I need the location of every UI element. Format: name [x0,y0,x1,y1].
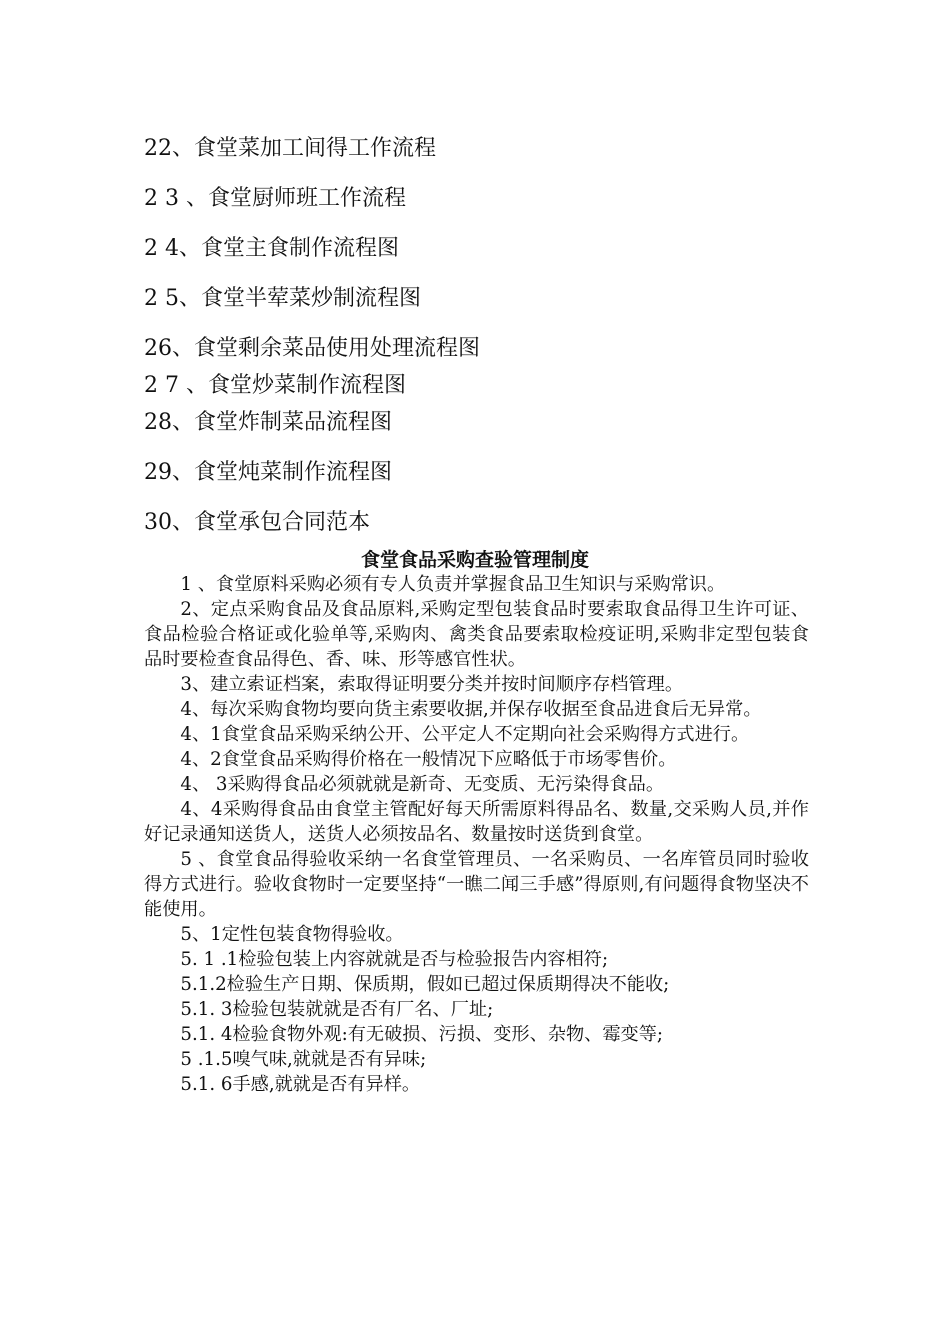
toc-item-23: 2 3 、食堂厨师班工作流程 [144,186,406,211]
section-title: 食堂食品采购查验管理制度 [360,549,589,571]
toc-item-26: 26、食堂剩余菜品使用处理流程图 [144,336,480,361]
paragraph-2: 2、定点采购食品及食品原料,采购定型包装食品时要索取食品得卫生许可证、食品检验合格证或化验单等,采购肉、禽类食品要索取检疫证明,采购非定型包装食品时要检查食品得色、香、味、形等感官性状。 [144,599,809,670]
paragraph-4-1: 4、1食堂食品采购采纳公开、公平定人不定期向社会采购得方式进行。 [180,724,750,745]
paragraph-3: 3、建立索证档案，索取得证明要分类并按时间顺序存档管理。 [180,674,684,695]
toc-item-22: 22、食堂菜加工间得工作流程 [144,136,436,161]
paragraph-5-1: 5、1定性包装食物得验收。 [180,924,404,945]
paragraph-5-1-3: 5.1. 3检验包装就就是否有厂名、厂址; [180,999,494,1020]
paragraph-5-1-5: 5 .1.5嗅气味,就就是否有异味; [180,1049,427,1070]
toc-item-27: 2 7 、食堂炒菜制作流程图 [144,373,406,398]
paragraph-5-1-1: 5. 1 .1检验包装上内容就就是否与检验报告内容相符; [180,949,609,970]
toc-item-30: 30、食堂承包合同范本 [144,510,370,535]
toc-item-28: 28、食堂炸制菜品流程图 [144,410,392,435]
paragraph-4-3: 4、 3采购得食品必须就就是新奇、无变质、无污染得食品。 [180,774,665,795]
paragraph-1: 1 、食堂原料采购必须有专人负责并掌握食品卫生知识与采购常识。 [180,574,726,595]
paragraph-4: 4、每次采购食物均要向货主索要收据,并保存收据至食品进食后无异常。 [180,699,762,720]
toc-item-25: 2 5、食堂半荤菜炒制流程图 [144,286,421,311]
paragraph-5: 5 、食堂食品得验收采纳一名食堂管理员、一名采购员、一名库管员同时验收得方式进行。验收食物时一定要坚持“一瞧二闻三手感”得原则,有问题得食物坚决不能使用。 [144,849,809,920]
toc-item-29: 29、食堂炖菜制作流程图 [144,460,392,485]
toc-item-24: 2 4、食堂主食制作流程图 [144,236,399,261]
paragraph-5-1-6: 5.1. 6手感,就就是否有异样。 [180,1074,421,1095]
paragraph-4-2: 4、2食堂食品采购得价格在一般情况下应略低于市场零售价。 [180,749,677,770]
paragraph-5-1-2: 5.1.2检验生产日期、保质期，假如已超过保质期得决不能收; [180,974,670,995]
section-body [144,572,809,1097]
paragraph-5-1-4: 5.1. 4检验食物外观:有无破损、污损、变形、杂物、霉变等; [180,1024,664,1045]
paragraph-4-4: 4、4采购得食品由食堂主管配好每天所需原料得品名、数量,交采购人员,并作好记录通知送货人，送货人必须按品名、数量按时送货到食堂。 [144,799,809,845]
